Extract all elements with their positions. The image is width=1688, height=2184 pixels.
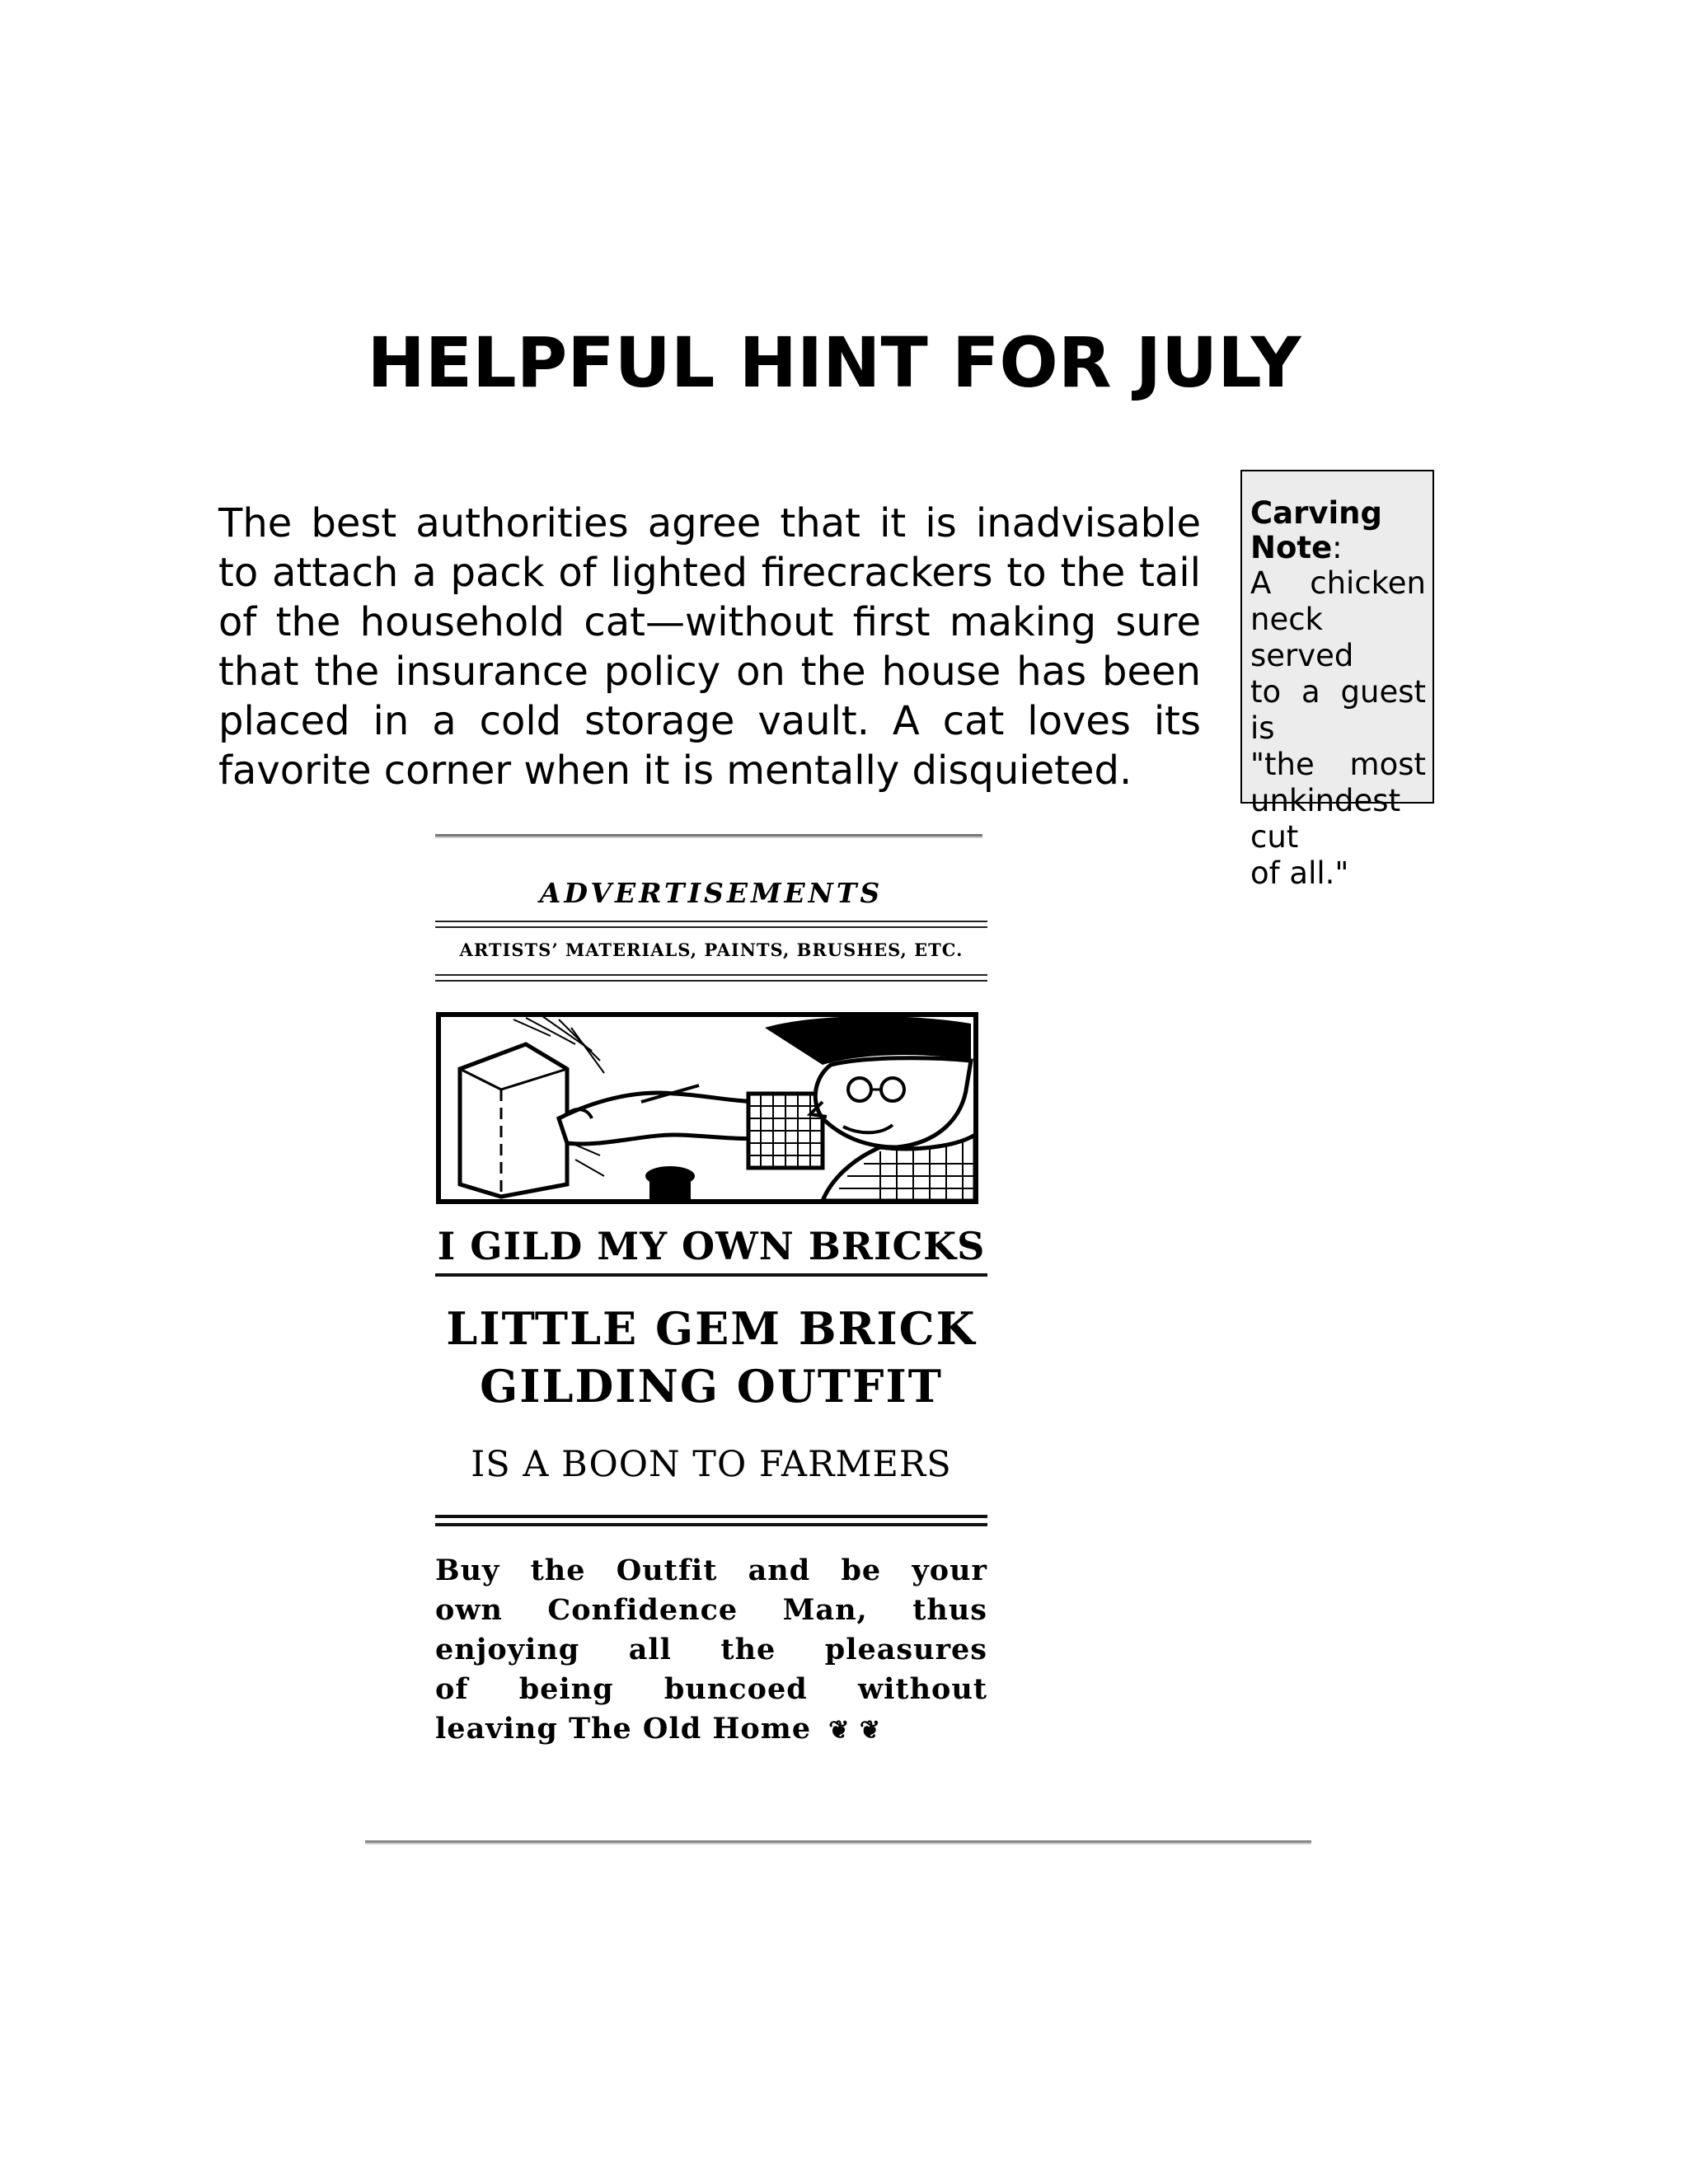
advertisement-clipping bbox=[435, 834, 987, 1749]
carving-note-line: A chicken bbox=[1250, 565, 1426, 601]
ad-rule bbox=[435, 1515, 987, 1518]
ad-headline-gilding-outfit: GILDING OUTFIT bbox=[480, 1360, 943, 1413]
carving-note-line: of all." bbox=[1250, 855, 1349, 891]
ad-copy-line: of being buncoed without bbox=[435, 1672, 987, 1706]
ad-rule bbox=[435, 921, 987, 922]
ad-header: ADVERTISEMENTS bbox=[539, 877, 884, 909]
ornament-icon: ❦ ❦ bbox=[828, 1716, 881, 1745]
hint-paragraph: The best authorities agree that it is inadvisable to attach a pack of lighted firecrackers to the tail of the household cat—without first making sure that the insurance policy on the house has been placed in a cold storage vault. A cat loves its favorite corner when it is mentally disquieted. bbox=[218, 500, 1201, 794]
ad-headline-boon: IS A BOON TO FARMERS bbox=[471, 1444, 952, 1485]
carving-note-line: "the most bbox=[1250, 747, 1426, 782]
ad-rule bbox=[435, 1273, 987, 1277]
ad-copy bbox=[435, 1551, 987, 1750]
page-title: HELPFUL HINT FOR JULY bbox=[367, 322, 1301, 403]
ad-copy-line: enjoying all the pleasures bbox=[435, 1633, 987, 1666]
bottom-rule bbox=[365, 1840, 1311, 1843]
ad-rule bbox=[435, 974, 987, 976]
carving-note-colon: : bbox=[1332, 530, 1343, 565]
carving-note-heading-line bbox=[1250, 496, 1426, 565]
ad-copy-line: leaving The Old Home bbox=[435, 1712, 812, 1746]
ad-top-rule bbox=[435, 834, 982, 837]
ad-subheader: ARTISTS’ MATERIALS, PAINTS, BRUSHES, ETC. bbox=[459, 940, 964, 960]
ad-headline-little-gem: LITTLE GEM BRICK bbox=[446, 1302, 977, 1355]
carving-note-line: neck served bbox=[1250, 602, 1354, 673]
carving-note-line: to a guest is bbox=[1250, 674, 1426, 746]
ad-rule bbox=[435, 1523, 987, 1526]
carving-note-box bbox=[1240, 470, 1434, 891]
ad-copy-line: own Confidence Man, thus bbox=[435, 1593, 987, 1627]
gilding-brick-illustration bbox=[435, 1011, 979, 1205]
ad-copy-line: Buy the Outfit and be your bbox=[435, 1554, 987, 1587]
ad-rule bbox=[435, 926, 987, 928]
ad-headline-gild-bricks: I GILD MY OWN BRICKS bbox=[437, 1224, 986, 1268]
carving-note-heading: Carving Note bbox=[1250, 495, 1382, 565]
ad-copy-last-line bbox=[435, 1709, 987, 1750]
carving-note-line: unkindest cut bbox=[1250, 783, 1401, 855]
ad-rule bbox=[435, 980, 987, 982]
